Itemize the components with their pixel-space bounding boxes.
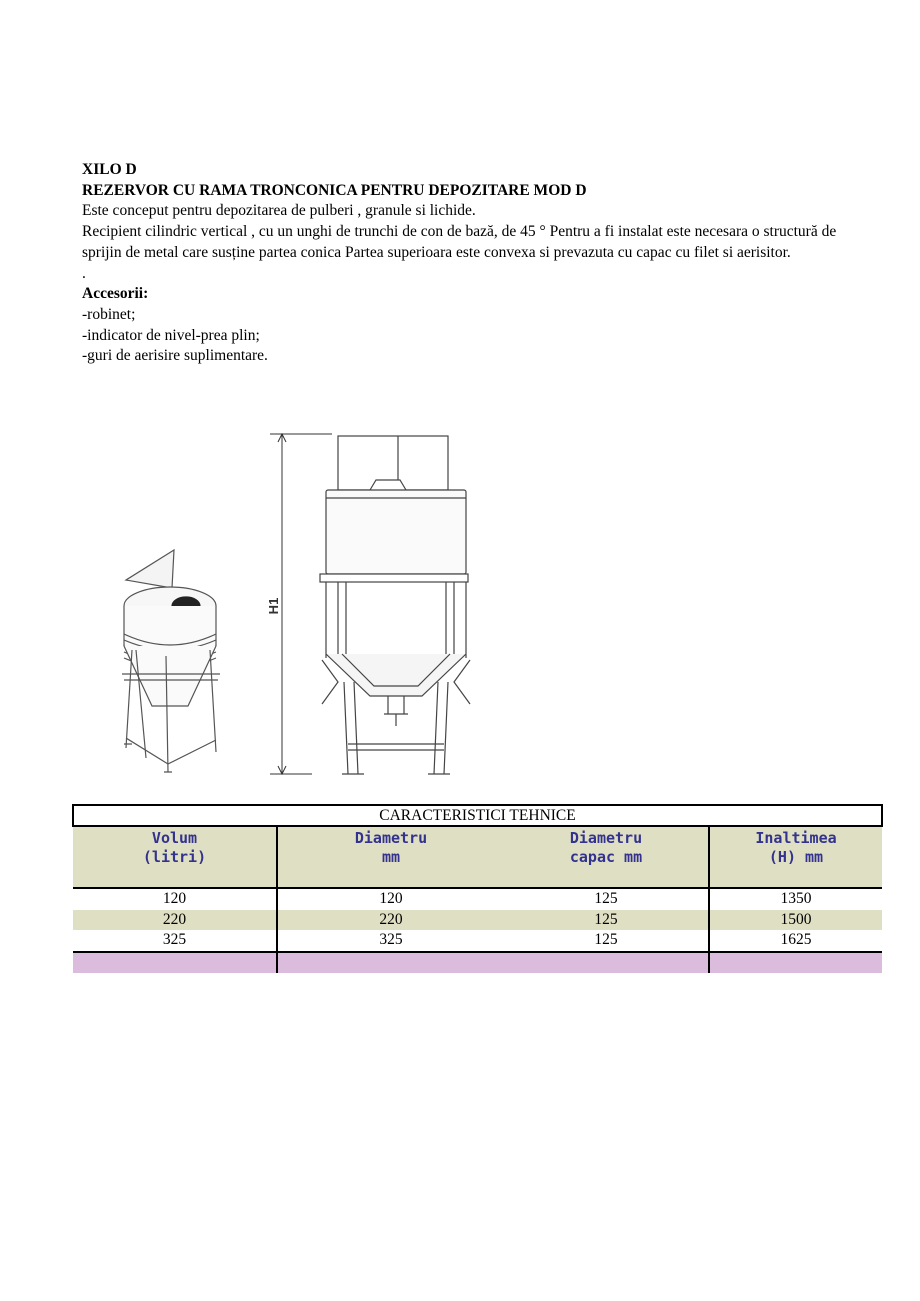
column-header (277, 826, 504, 888)
table-cell: 325 (73, 930, 277, 952)
accessory-item: -guri de aerisire suplimentare. (82, 347, 268, 365)
table-footer-row (73, 952, 882, 973)
tank-perspective-illustration (122, 550, 220, 772)
product-intro: Este conceput pentru depozitarea de pulberi , granule si lichide. (82, 202, 476, 220)
tank-drawing (112, 428, 502, 783)
table-cell: 125 (504, 910, 709, 931)
table-row (73, 910, 882, 931)
header-line: Inaltimea (755, 829, 837, 847)
product-details: Recipient cilindric vertical , cu un unghi de trunchi de con de bază, de 45 ° Pentru a fi instalat este necesara o structură de sprijin de metal care susține partea conica Partea superioara este convexa si prevazuta cu capac cu filet si aerisitor. (82, 223, 837, 261)
header-line: Volum (151, 829, 198, 847)
table-cell: 1350 (709, 888, 882, 910)
table-title-row (73, 805, 882, 826)
accessory-item: -indicator de nivel-prea plin; (82, 326, 260, 344)
header-line: (H) mm (768, 848, 824, 866)
table-cell: 220 (277, 910, 504, 931)
table-cell: 120 (277, 888, 504, 910)
table-row (73, 888, 882, 910)
technical-specs-table (72, 804, 883, 973)
column-header (709, 826, 882, 888)
header-line: Diametru (569, 829, 643, 847)
column-header (504, 826, 709, 888)
table-cell: 120 (73, 888, 277, 910)
table-cell: 220 (73, 910, 277, 931)
table-cell (709, 952, 882, 973)
separator-dot: . (82, 264, 86, 282)
header-line: capac mm (569, 848, 643, 866)
header-line: (litri) (142, 848, 207, 866)
table-cell: 125 (504, 930, 709, 952)
table-cell: 125 (504, 888, 709, 910)
tank-front-view (320, 436, 470, 774)
table-cell (504, 952, 709, 973)
dimension-label: H1 (266, 597, 281, 615)
table-cell (277, 952, 504, 973)
table-title: CARACTERISTICI TEHNICE (73, 805, 882, 826)
column-header (73, 826, 277, 888)
accessories-heading: Accesorii: (82, 285, 149, 303)
header-line: mm (381, 848, 401, 866)
table-cell: 1500 (709, 910, 882, 931)
table-cell: 1625 (709, 930, 882, 952)
product-code: XILO D (82, 161, 137, 178)
table-cell: 325 (277, 930, 504, 952)
table-row (73, 930, 882, 952)
table-cell (73, 952, 277, 973)
accessory-item: -robinet; (82, 305, 136, 323)
header-line: Diametru (354, 829, 428, 847)
table-header-row (73, 826, 882, 888)
product-title: REZERVOR CU RAMA TRONCONICA PENTRU DEPOZITARE MOD D (82, 181, 587, 199)
product-description (82, 160, 842, 367)
